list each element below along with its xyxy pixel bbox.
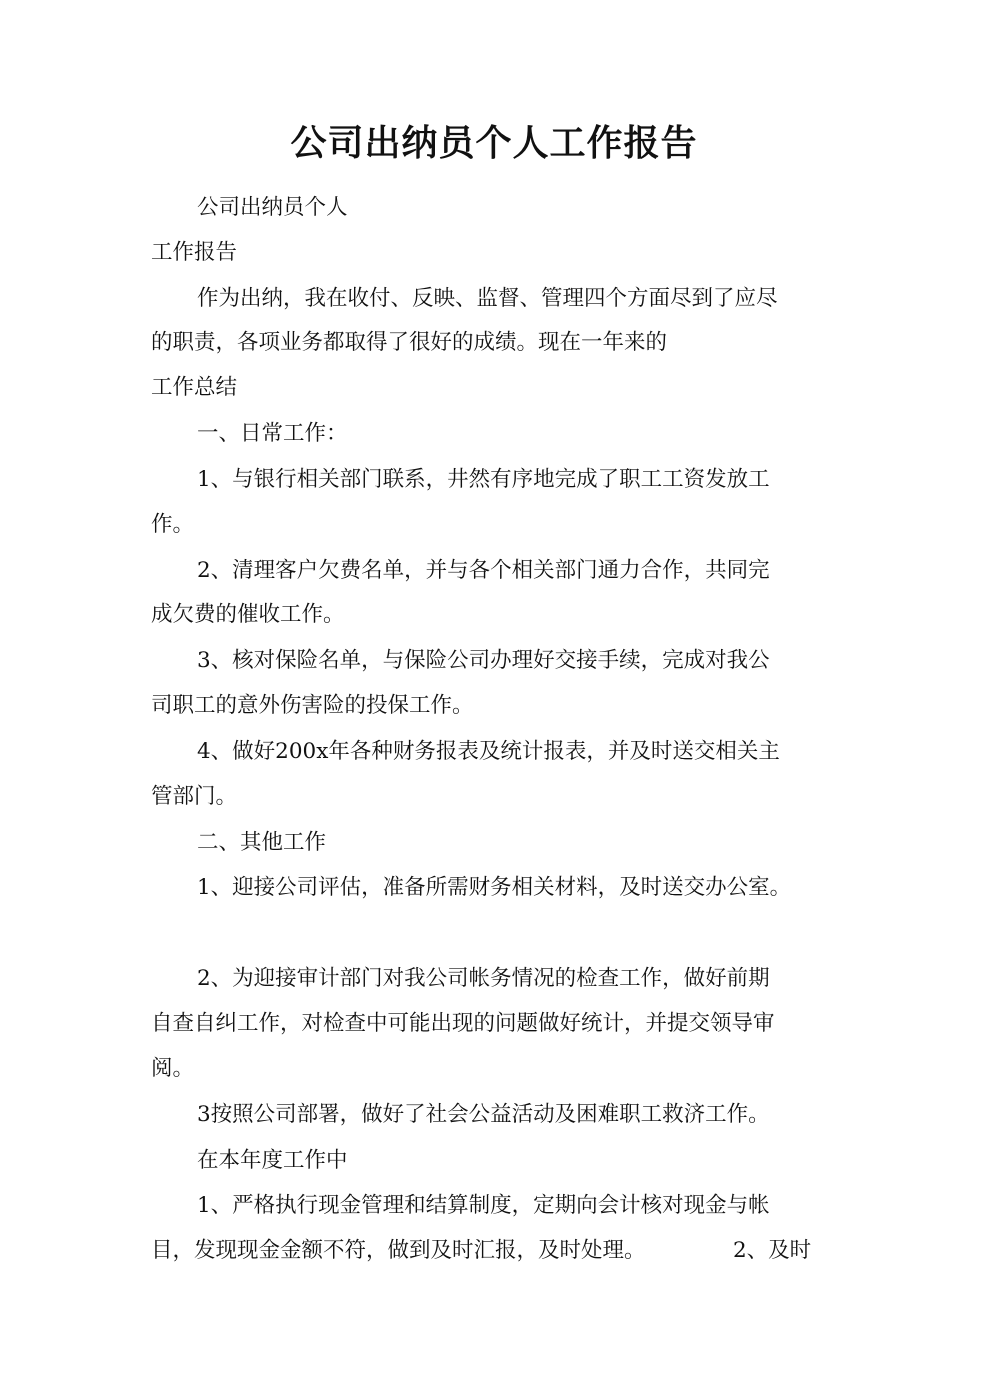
text-line: 2、为迎接审计部门对我公司帐务情况的检查工作，做好前期 [197, 966, 770, 991]
section-heading: 二、其他工作 [197, 830, 327, 855]
text-line: 工作总结 [151, 375, 238, 400]
text-line: 1、严格执行现金管理和结算制度，定期向会计核对现金与帐 [197, 1193, 770, 1218]
text-line: 自查自纠工作，对检查中可能出现的问题做好统计，并提交领导审 [151, 1011, 775, 1036]
text-line: 作。 [151, 512, 195, 537]
text-line: 成欠费的催收工作。 [151, 602, 345, 627]
text-line: 司职工的意外伤害险的投保工作。 [151, 693, 474, 718]
text-line: 作为出纳，我在收付、反映、监督、管理四个方面尽到了应尽 [197, 286, 778, 311]
text-line: 1、与银行相关部门联系，井然有序地完成了职工工资发放工 [197, 467, 770, 492]
text-line: 2、及时 [733, 1238, 812, 1263]
text-line: 的职责，各项业务都取得了很好的成绩。现在一年来的 [151, 330, 668, 355]
text-line: 阅。 [151, 1056, 195, 1081]
text-line: 目，发现现金金额不符，做到及时汇报，及时处理。 [151, 1238, 646, 1263]
page-title: 公司出纳员个人工作报告 [290, 122, 698, 164]
text-line: 管部门。 [151, 784, 238, 809]
text-line: 3、核对保险名单，与保险公司办理好交接手续，完成对我公 [197, 648, 770, 673]
section-heading: 一、日常工作： [197, 421, 348, 446]
text-line: 2、清理客户欠费名单，并与各个相关部门通力合作，共同完 [197, 558, 770, 583]
text-line: 3按照公司部署，做好了社会公益活动及困难职工救济工作。 [197, 1102, 770, 1127]
text-line: 公司出纳员个人 [197, 195, 348, 220]
text-line: 在本年度工作中 [197, 1148, 348, 1173]
text-line: 工作报告 [151, 240, 238, 265]
text-line: 4、做好200x年各种财务报表及统计报表，并及时送交相关主 [197, 739, 780, 764]
text-line: 1、迎接公司评估，准备所需财务相关材料，及时送交办公室。 [197, 875, 792, 900]
